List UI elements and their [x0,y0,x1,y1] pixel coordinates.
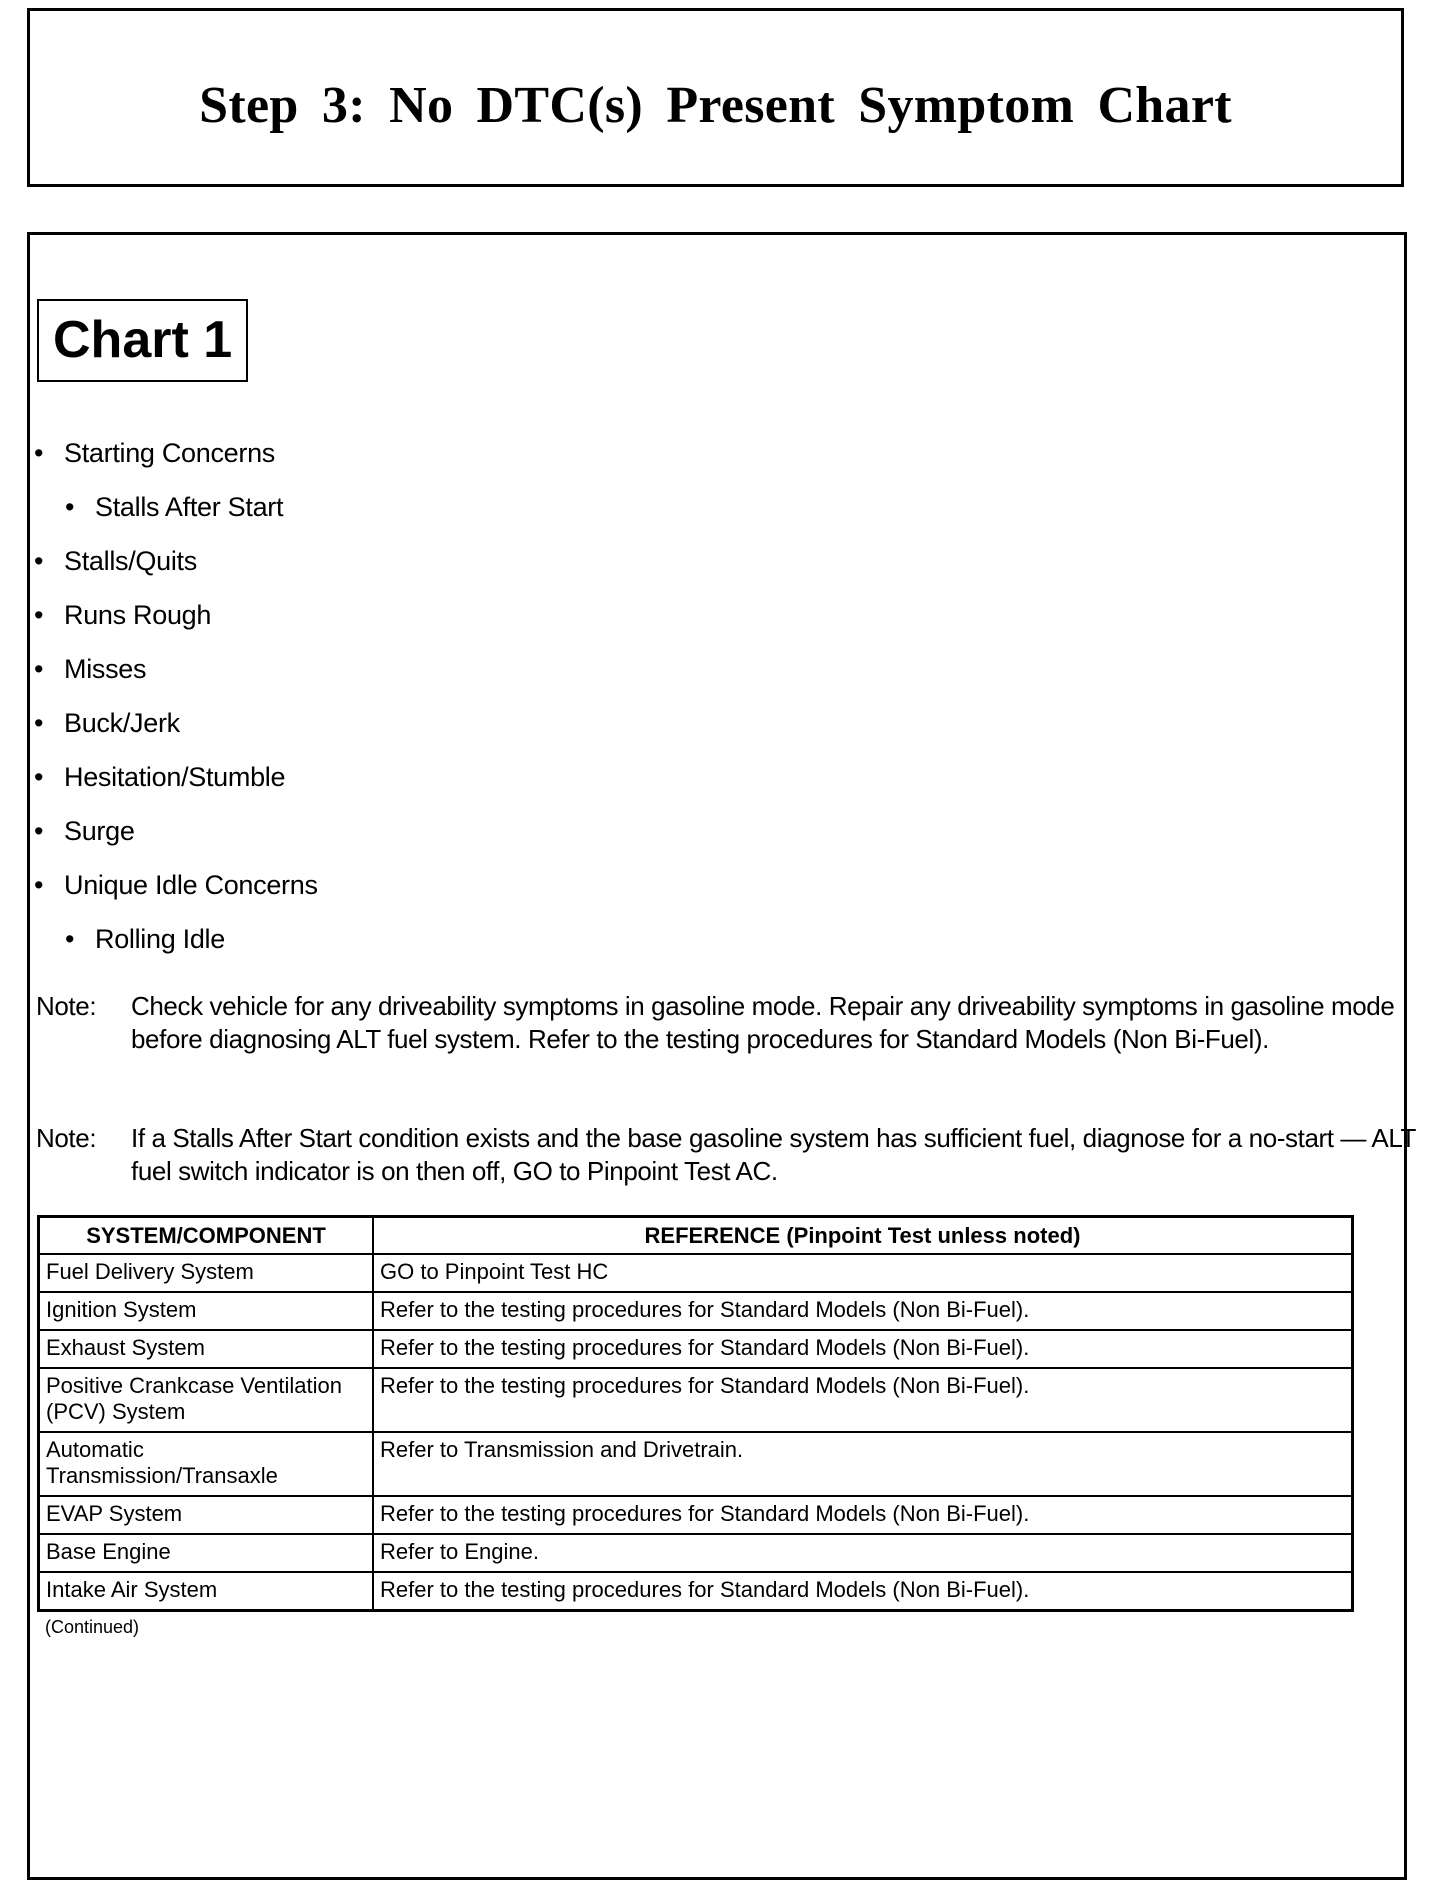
chart-content-box [27,232,1407,1880]
cell-system: Fuel Delivery System [39,1254,374,1292]
cell-reference: Refer to the testing procedures for Standard Models (Non Bi-Fuel). [373,1572,1353,1611]
cell-system: Base Engine [39,1534,374,1572]
note-label: Note: [36,991,97,1021]
table-row [39,1254,1353,1292]
cell-system: Exhaust System [39,1330,374,1368]
table-row [39,1534,1353,1572]
table-row [39,1330,1353,1368]
bullet-icon: • [34,816,44,846]
table-row [39,1496,1353,1534]
bullet-icon: • [34,546,44,576]
bullet-icon: • [34,762,44,792]
cell-system: Ignition System [39,1292,374,1330]
bullet-icon: • [34,654,44,684]
table-row [39,1292,1353,1330]
cell-reference: Refer to the testing procedures for Standard Models (Non Bi-Fuel). [373,1368,1353,1432]
table-row [39,1572,1353,1611]
cell-reference: GO to Pinpoint Test HC [373,1254,1353,1292]
bullet-icon: • [34,438,44,468]
chart-label: Chart 1 [37,299,248,382]
cell-reference: Refer to the testing procedures for Standard Models (Non Bi-Fuel). [373,1496,1353,1534]
cell-system: Positive Crankcase Ventilation (PCV) System [39,1368,374,1432]
cell-reference: Refer to Engine. [373,1534,1353,1572]
table-row [39,1368,1353,1432]
bullet-icon: • [65,492,75,522]
cell-reference: Refer to Transmission and Drivetrain. [373,1432,1353,1496]
bullet-icon: • [34,600,44,630]
bullet-icon: • [34,708,44,738]
cell-reference: Refer to the testing procedures for Standard Models (Non Bi-Fuel). [373,1330,1353,1368]
title-box [27,8,1404,187]
cell-reference: Refer to the testing procedures for Standard Models (Non Bi-Fuel). [373,1292,1353,1330]
page-title: Step 3: No DTC(s) Present Symptom Chart [199,77,1232,134]
bullet-icon: • [34,870,44,900]
cell-system: EVAP System [39,1496,374,1534]
continued-label: (Continued) [45,1617,140,1637]
note-label: Note: [36,1123,97,1153]
note-text: Check vehicle for any driveability symptoms in gasoline mode. Repair any driveability symptoms in gasoline mode before diagnosing ALT fuel system. Refer to the testing procedures for Standard Models (Non Bi-Fuel). [131,991,1395,1054]
bullet-icon: • [65,924,75,954]
header-system-component: SYSTEM/COMPONENT [39,1217,374,1255]
note-text: If a Stalls After Start condition exists and the base gasoline system has sufficient fuel, diagnose for a no-start — ALT fuel switch indicator is on then off, GO to Pinpoint Test AC. [131,1123,1416,1186]
table-row [39,1432,1353,1496]
cell-system: Automatic Transmission/Transaxle [39,1432,374,1496]
header-reference: REFERENCE (Pinpoint Test unless noted) [373,1217,1353,1255]
symptom-reference-table [37,1215,1354,1612]
table-header-row [39,1217,1353,1255]
cell-system: Intake Air System [39,1572,374,1611]
